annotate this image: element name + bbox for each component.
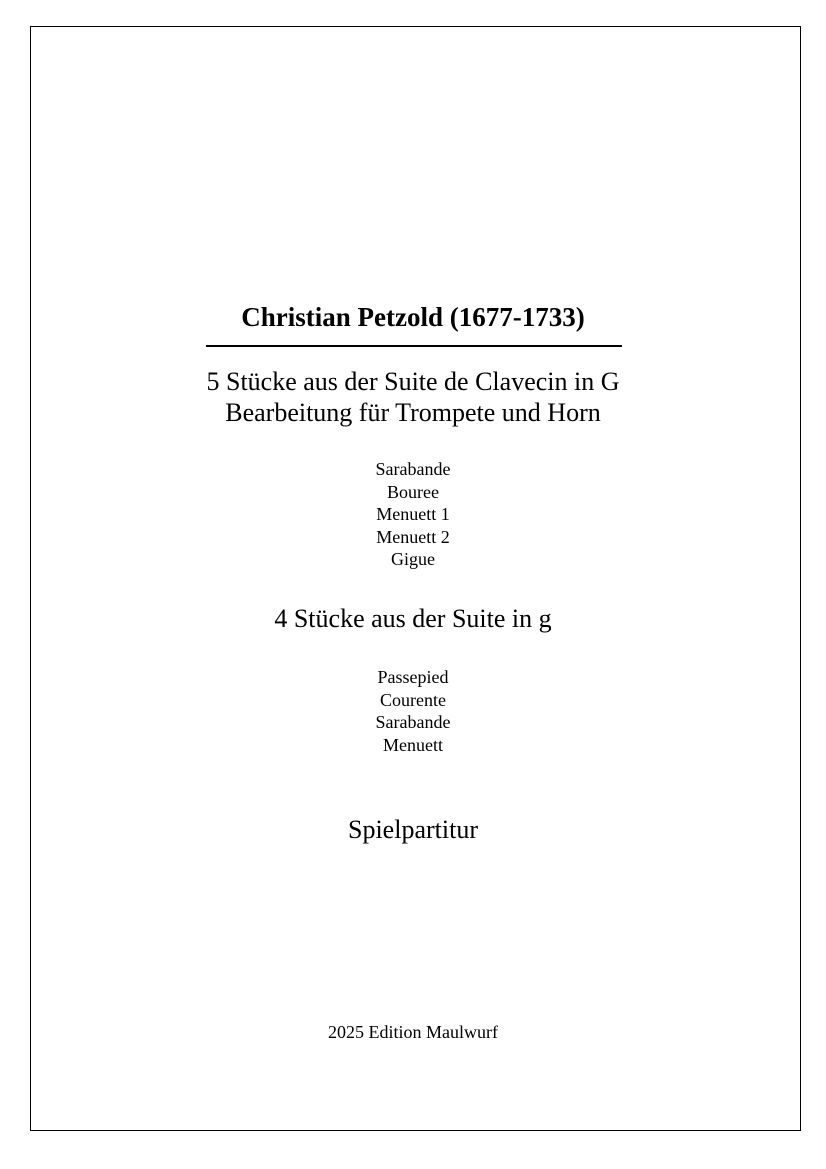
movement-item: Courente [380, 689, 446, 710]
movement-item: Gigue [391, 549, 435, 570]
work2-movement-list [0, 666, 826, 756]
score-type: Spielpartitur [348, 815, 478, 844]
page-border [30, 26, 801, 1131]
work1-title: 5 Stücke aus der Suite de Clavecin in G [206, 367, 620, 396]
composer-heading: Christian Petzold (1677-1733) [241, 302, 585, 332]
movement-item: Passepied [377, 667, 449, 687]
publisher-line: 2025 Edition Maulwurf [328, 1022, 498, 1042]
movement-item: Menuett [383, 734, 443, 755]
work1-arrangement: Bearbeitung für Trompete und Horn [225, 398, 601, 427]
heading-underline [206, 345, 622, 347]
movement-item: Bouree [387, 481, 439, 502]
work1-movement-list [0, 458, 826, 571]
movement-item: Menuett 2 [376, 526, 450, 547]
work2-title: 4 Stücke aus der Suite in g [274, 604, 552, 633]
movement-item: Menuett 1 [376, 504, 450, 525]
movement-item: Sarabande [375, 712, 451, 733]
movement-item: Sarabande [375, 459, 451, 479]
